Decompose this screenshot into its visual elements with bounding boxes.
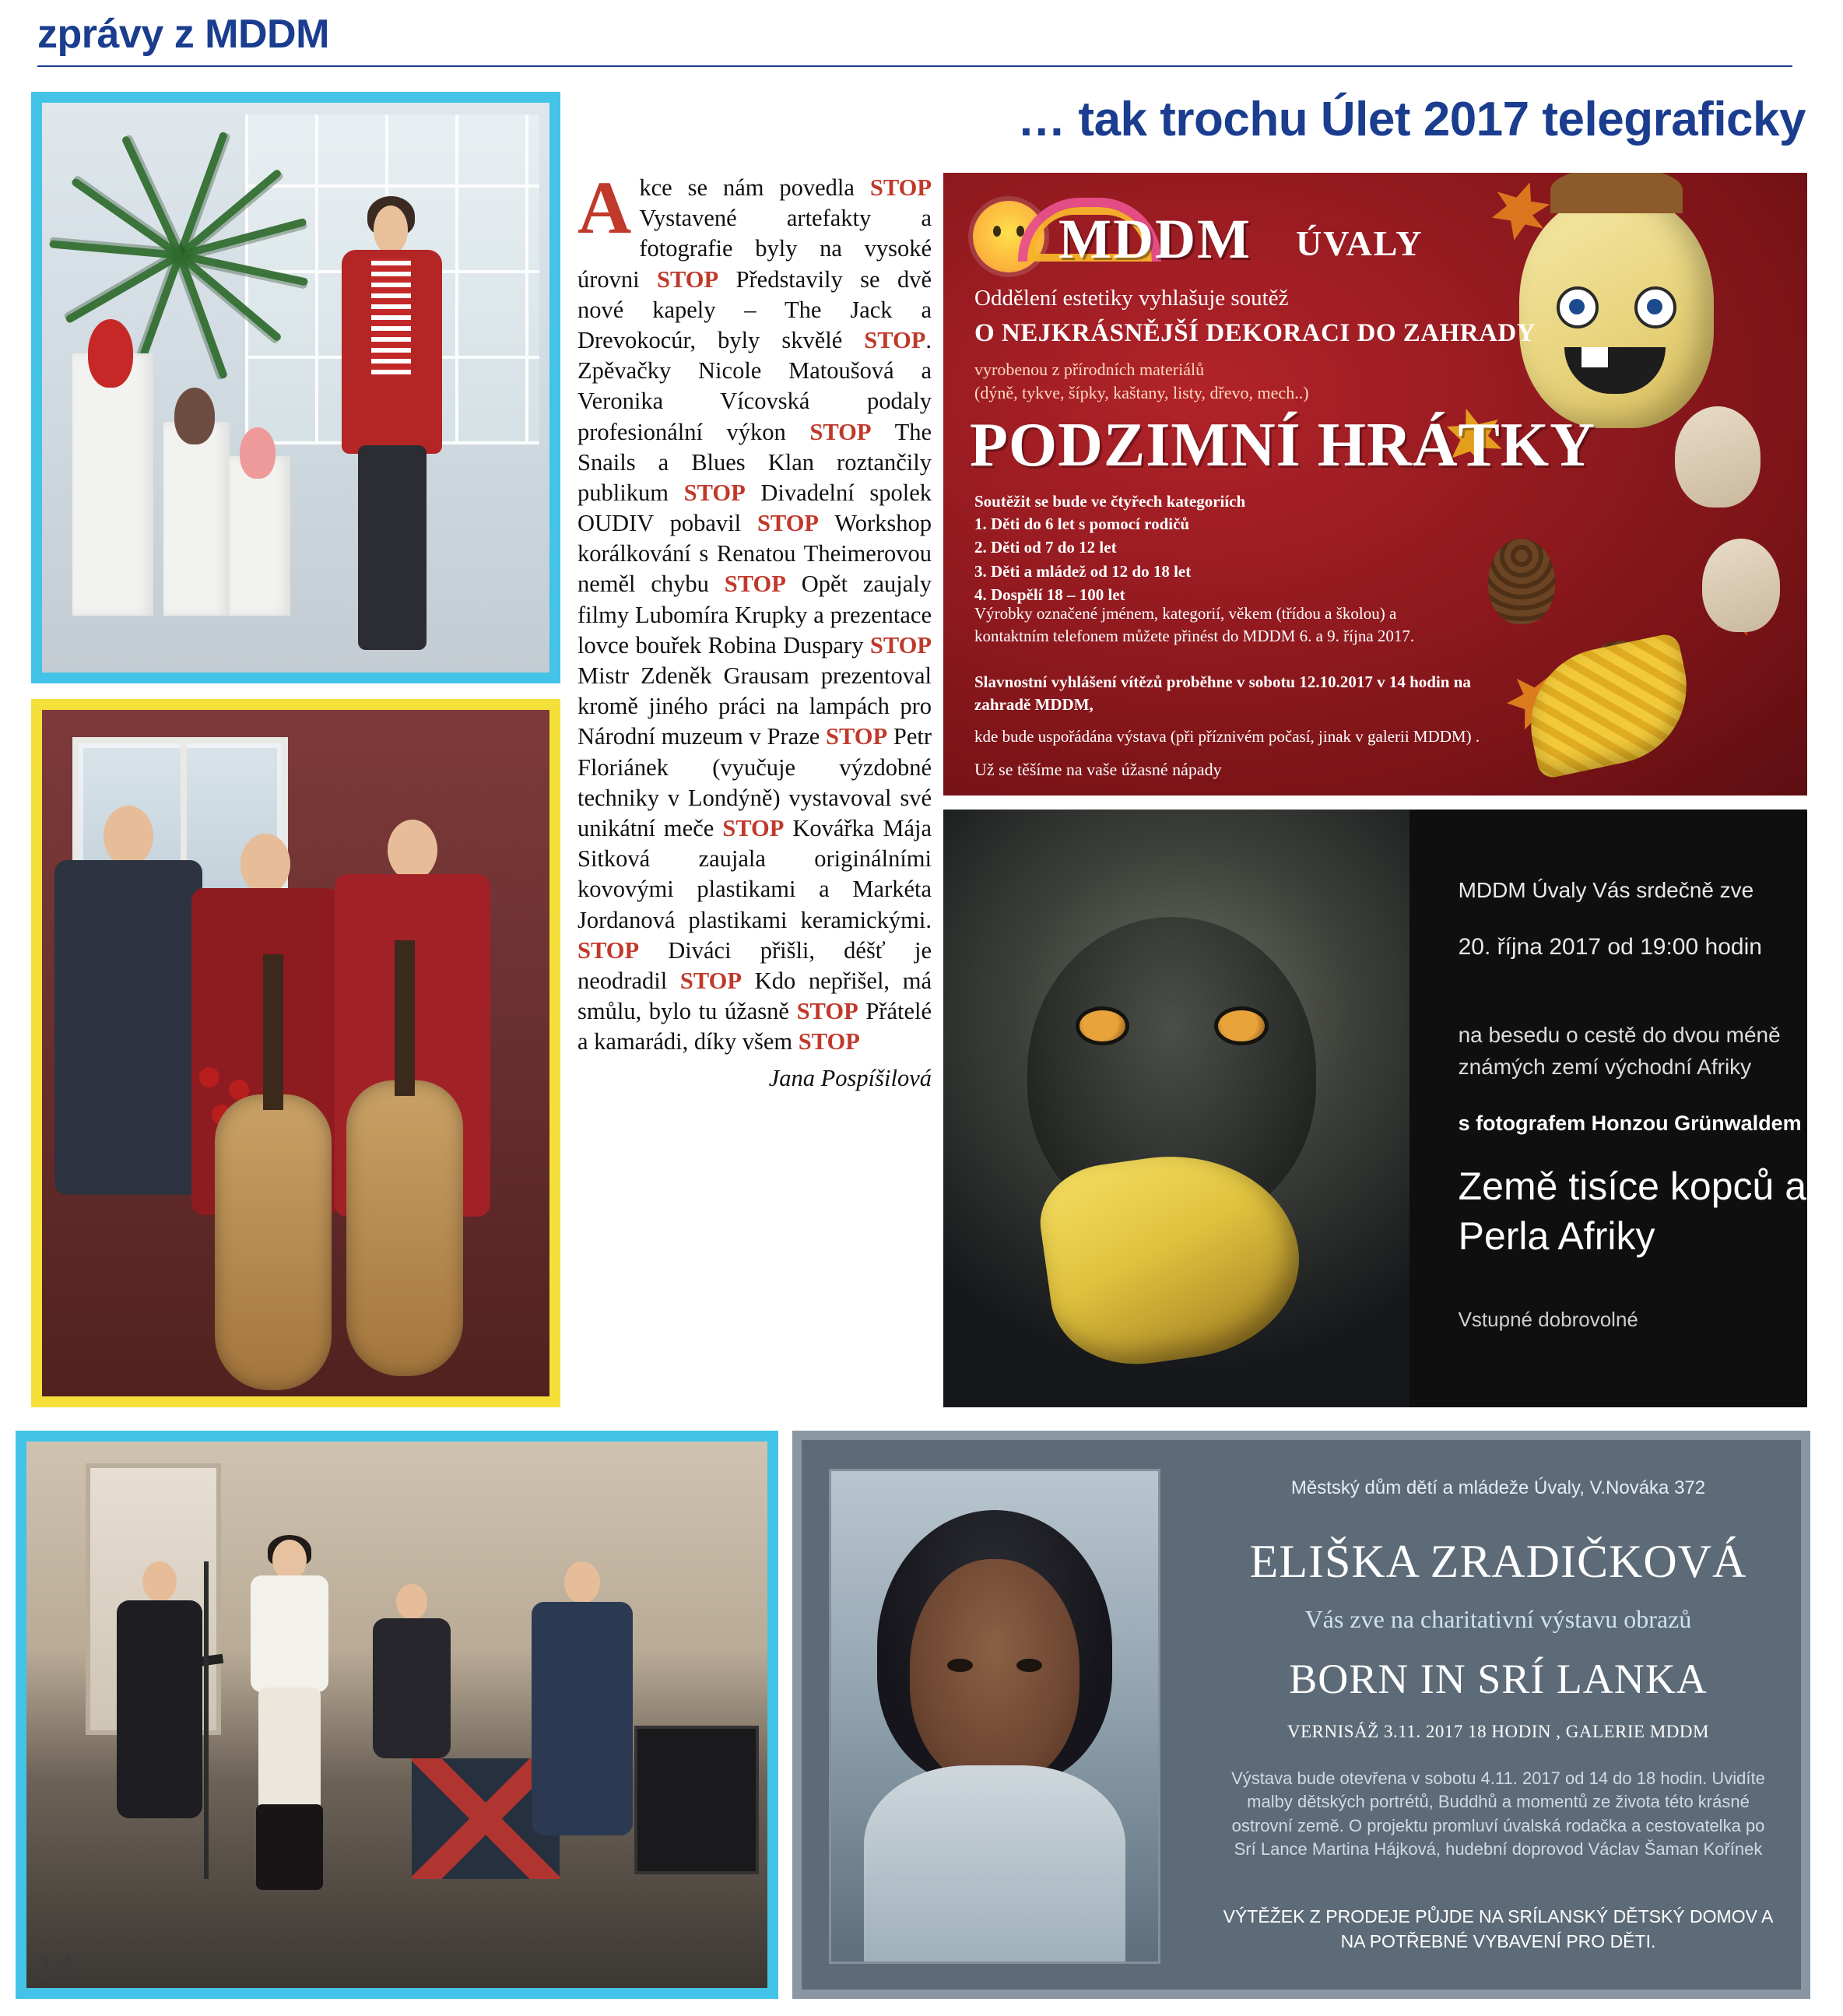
poster-award-info: Slavnostní vyhlášení vítězů proběhne v sobotu 12.10.2017 v 14 hodin na zahradě MDDM, [974,673,1471,715]
poster-text-block [1427,810,1807,1407]
page-number: 14 [36,1947,76,1987]
poster-charity-note: VÝTĚŽEK Z PRODEJE PŮJDE NA SRÍLANSKÝ DĚTSKÝ DOMOV A NA POTŘEBNÉ VYBAVENÍ PRO DĚTI. [1223,1906,1774,1952]
pinecone-icon [1488,539,1555,624]
head [388,820,437,880]
logo-suffix: ÚVALY [1296,223,1423,263]
eye [1218,1010,1264,1041]
poster-exhibition-info: kde bude uspořádána výstava (při příznivém počasí, jinak v galerii MDDM) . [974,727,1480,746]
poster-materials-note: vyrobenou z přírodních materiálů [974,360,1205,379]
head [564,1561,600,1603]
poster-datetime: 20. října 2017 od 19:00 hodin [1458,934,1762,960]
striped-shirt [371,258,411,374]
list-item: 4. Dospělí 18 – 100 let [974,585,1125,605]
head [396,1584,427,1620]
head [240,834,290,894]
head [142,1561,177,1602]
list-item: 1. Děti do 6 let s pomocí rodičů [974,515,1190,533]
drop-cap: A [577,166,632,249]
poster-speaker: s fotografem Honzou Grünwaldem [1458,1112,1802,1135]
acoustic-guitar [346,1080,463,1376]
poster-competition-name: O NEJKRÁSNĚJŠÍ DEKORACI DO ZAHRADY [974,319,1536,347]
poster-born-in-sri-lanka [792,1431,1810,1999]
portrait-painting [831,1471,1158,1962]
list-item: 3. Děti a mládež od 12 do 18 let [974,561,1192,581]
poster-closing-line: Už se těšíme na vaše úžasné nápady [974,760,1222,779]
eye [1016,1659,1042,1672]
poster-admission: Vstupné dobrovolné [1458,1308,1638,1331]
poster-subtitle: Oddělení estetiky vyhlašuje soutěž [974,286,1289,311]
person-visitor [326,205,458,650]
photo-band-on-stage [16,1431,778,1999]
pedestal [230,456,290,616]
doll-figure [174,388,215,444]
poster-invite-line: MDDM Úvaly Vás srdečně zve [1458,878,1754,902]
article-signature: Jana Pospíšilová [768,1065,932,1092]
article-title: … tak trochu Úlet 2017 telegraficky [1017,93,1806,146]
torso [54,860,202,1195]
poster-materials-list: (dýně, tykve, šípky, kaštany, listy, dřevo, mech..) [974,383,1309,402]
person-drummer [367,1584,456,1825]
poster-categories-list [974,512,1191,607]
person-guitarist-left [115,1561,204,1867]
person-man [62,806,195,1368]
microphone-stand [204,1561,209,1878]
article-body [577,166,932,1094]
photo-content [42,103,549,673]
article-body-text: kce se nám povedla STOP Vystavené artefakty a fotografie byly na vysoké úrovni STOP Představily se dvě nové kapely – The Jack a Drevokocúr, byly skvělé STOP. Zpěvačky Nicole Matoušová a Veronika Vícovská podaly profesionální výkon STOP The Snails a Blues Klan roztančily publikum STOP Divadelní spolek OUDIV pobavil STOP Workshop korálkování s Renatou Theimerovou neměl chybu STOP Opět zaujaly filmy Lubomíra Krupky a prezentace lovce bouřek Robina Duspary STOP Mistr Zdeněk Grausam prezentoval kromě jiného práci na lampách pro Národní muzeum v Praze STOP Petr Floriánek (vyučuje výzdobné techniky v Londýně) vystavoval své unikátní meče STOP Kovářka Mája Sitková zaujala originálními kovovými plastikami a Markéta Jordanová plastikami keramickými. STOP Diváci přišli, déšť je neodradil STOP Kdo nepřišel, má smůlu, bylo tu úžasně STOP Přátelé a kamarádi, díky všem STOP [577,174,932,1055]
eye [1557,286,1599,328]
person-guitarist-right [530,1561,634,1878]
photo-dolls-exhibition [31,92,560,683]
torso [532,1602,633,1835]
boots [256,1804,323,1890]
corn-decor [1517,632,1701,780]
head [104,806,153,866]
poster-headline: PODZIMNÍ HRÁTKY [970,411,1596,479]
doll-figure [88,319,134,388]
trousers [258,1688,321,1812]
vegetable-face-decor [1519,195,1714,428]
photo-acoustic-musicians [31,699,560,1407]
amplifier [634,1726,759,1874]
mddm-logo [973,195,1423,276]
eye [947,1659,973,1672]
poster-title: BORN IN SRÍ LANKA [1289,1656,1708,1702]
pedestal [163,422,230,616]
page-header [37,14,1806,67]
poster-title: Země tisíce kopců a Perla Afriky [1458,1164,1807,1258]
torso [373,1618,451,1758]
doll-figure [240,427,276,479]
poster-vernissage: VERNISÁŽ 3.11. 2017 18 HODIN , GALERIE MDDM [1287,1722,1709,1741]
logo-text: MDDM [1058,208,1251,270]
photo-content [26,1442,767,1988]
head [374,205,408,255]
poster-artist-name: ELIŠKA ZRADIČKOVÁ [1249,1536,1747,1587]
monkey-photo [943,810,1409,1407]
doll-decor [1702,539,1780,632]
poster-podzimni-hratky [943,173,1807,796]
shoulders [864,1765,1125,1962]
poster-description: na besedu o cestě do dvou méně známých zemí východní Afriky [1458,1023,1781,1079]
poster-zeme-tisice-kopcu [943,810,1807,1407]
hair [1550,173,1683,213]
face [910,1559,1079,1785]
white-jacket [251,1575,328,1692]
poster-text-block [1191,1440,1806,1990]
poster-invite-line: Vás zve na charitativní výstavu obrazů [1304,1605,1692,1633]
poster-description: Výstava bude otevřena v sobotu 4.11. 2017 od 14 do 18 hodin. Uvidíte malby dětských portrétů, Buddhů a momentů ze života této krásné ostrovní země. O projektu promluví úvalská rodačka a cestovatelka po Srí Lance Martina Hájková, hudební doprovod Václav Šaman Kořínek [1231,1768,1765,1860]
poster-venue: Městský dům dětí a mládeže Úvaly, V.Nováka 372 [1290,1477,1706,1498]
person-singer [241,1540,338,1878]
legs [358,445,427,650]
page-title: zprávy z MDDM [37,12,329,57]
header-divider [37,65,1792,67]
eye [1634,286,1676,328]
mouth [1564,347,1666,394]
poster-submission-info: Výrobky označené jménem, kategorií, věkem (třídou a školou) a kontaktním telefonem můžete přinést do MDDM 6. a 9. října 2017. [974,604,1415,646]
photo-content [42,710,549,1396]
torso [117,1600,202,1818]
acoustic-guitar [215,1094,332,1390]
poster-categories-title: Soutěžit se bude ve čtyřech kategoriích [974,492,1246,511]
eye [1079,1010,1125,1041]
pedestal [72,353,153,616]
doll-decor [1675,406,1761,508]
head [272,1540,307,1580]
list-item: 2. Děti od 7 do 12 let [974,538,1117,557]
